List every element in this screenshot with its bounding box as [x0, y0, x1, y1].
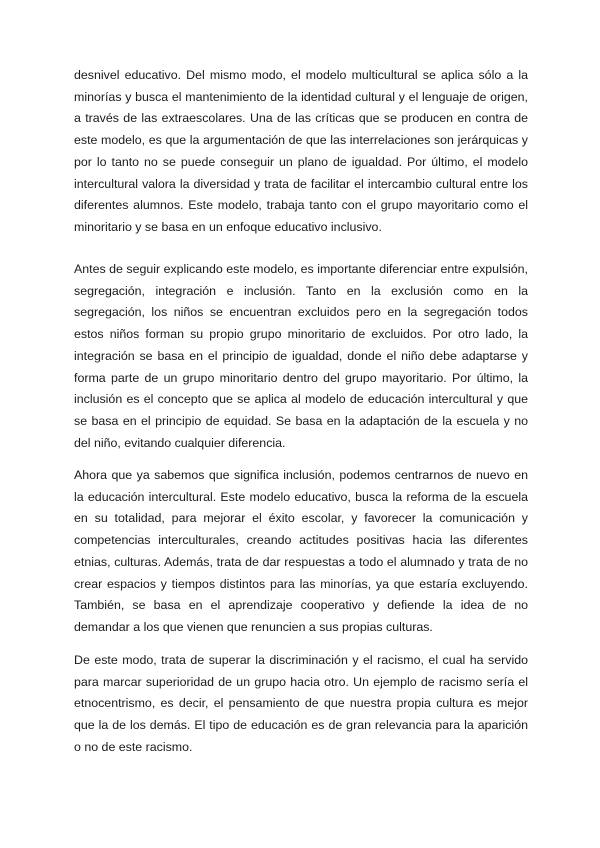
paragraph-4: De este modo, trata de superar la discriminación y el racismo, el cual ha servido para marcar superioridad de un grupo hacia otro. Un ejemplo de racismo sería el etnocentrismo, es decir, el pensamiento de que nuestra propia cultura es mejor que la de los demás. El tipo de educación es de gran relevancia para la aparición o no de este racismo.: [74, 653, 528, 754]
paragraph-2: Antes de seguir explicando este modelo, es importante diferenciar entre expulsión, segregación, integración e inclusión. Tanto en la exclusión como en la segregación, los niños se encuentran excluidos pero en la segregación todos estos niños forman su propio grupo minoritario de excluidos. Por otro lado, la integración se basa en el principio de igualdad, donde el niño debe adaptarse y forma parte de un grupo minoritario dentro del grupo mayoritario. Por último, la inclusión es el concepto que se aplica al modelo de educación intercultural y que se basa en el principio de equidad. Se basa en la adaptación de la escuela y no del niño, evitando cualquier diferencia.: [74, 262, 528, 450]
paragraph-3: Ahora que ya sabemos que significa inclusión, podemos centrarnos de nuevo en la educación intercultural. Este modelo educativo, busca la reforma de la escuela en su totalidad, para mejorar el éxito escolar, y favorecer la comunicación y competencias interculturales, creando actitudes positivas hacia las diferentes etnias, culturas. Además, trata de dar respuestas a todo el alumnado y trata de no crear espacios y tiempos distintos para las minorías, ya que estaría excluyendo. También, se basa en el aprendizaje cooperativo y defiende la idea de no demandar a los que vienen que renuncien a sus propias culturas.: [74, 468, 528, 634]
paragraph-1: desnivel educativo. Del mismo modo, el modelo multicultural se aplica sólo a la minorías y busca el mantenimiento de la identidad cultural y el lenguaje de origen, a través de las extraescolares. Una de las críticas que se producen en contra de este modelo, es que la argumentación de que las interrelaciones son jerárquicas y por lo tanto no se puede conseguir un plano de igualdad. Por último, el modelo intercultural valora la diversidad y trata de facilitar el intercambio cultural entre los diferentes alumnos. Este modelo, trabaja tanto con el grupo mayoritario como el minoritario y se basa en un enfoque educativo inclusivo.: [74, 68, 528, 234]
